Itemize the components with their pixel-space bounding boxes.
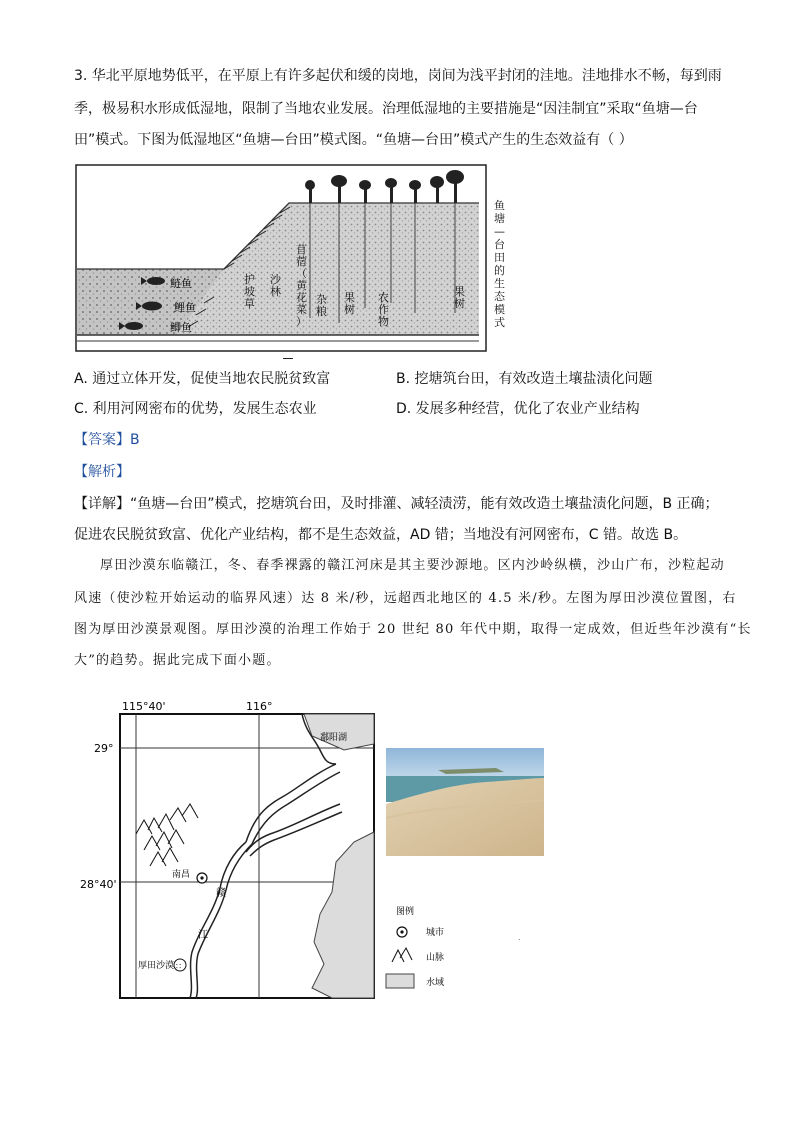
bank-label-sand-forest: 沙林 [270, 273, 281, 298]
lat-label-2: 28°40' [80, 878, 117, 891]
lake-label: 鄱阳湖 [320, 733, 348, 743]
city-label: 南昌 [172, 870, 191, 880]
bank-label-grass: 护坡草 [244, 273, 255, 310]
plant-label-alfalfa: 苜蓿（黄花菜） [296, 243, 307, 328]
option-c: C. 利用河网密布的优势，发展生态农业 [74, 401, 317, 417]
legend-water-label: 水域 [426, 978, 445, 988]
analysis-title: 【解析】 [74, 464, 130, 480]
legend-city-label: 城市 [426, 928, 445, 938]
lon-label-1: 115°40' [122, 700, 166, 713]
svg-text:∷: ∷ [176, 962, 182, 971]
passage-line-4: 大”的趋势。据此完成下面小题。 [74, 653, 281, 668]
river-label-2: 江 [198, 930, 208, 941]
detail-line-2: 促进农民脱贫致富、优化产业结构，都不是生态效益，AD 错；当地没有河网密布，C 错。故选 B。 [74, 527, 688, 543]
q3-stem-line-3: 田”模式。下图为低湿地区“鱼塘—台田”模式图。“鱼塘—台田”模式产生的生态效益有（ ） [74, 132, 633, 148]
detail-line-1: 【详解】“鱼塘—台田”模式，挖塘筑台田，及时排灌、减轻渍涝，能有效改造土壤盐渍化问题，B 正确； [74, 496, 719, 512]
option-b: B. 挖塘筑台田，有效改造土壤盐渍化问题 [396, 371, 653, 387]
fish-label-3: 鲫鱼 [170, 321, 192, 334]
passage-line-2: 风速（使沙粒开始运动的临界风速）达 8 米/秒，远超西北地区的 4.5 米/秒。左图为厚田沙漠位置图，右 [74, 591, 737, 606]
q3-stem-line-2: 季，极易积水形成低湿地，限制了当地农业发展。治理低湿地的主要措施是“因洼制宜”采取“鱼塘—台 [74, 101, 698, 117]
legend-mountain-label: 山脉 [426, 953, 445, 963]
plant-label-fruit-2: 果树 [454, 285, 465, 310]
fishpond-diagram [74, 163, 506, 358]
fish-label-1: 鲢鱼 [170, 277, 192, 290]
desert-landscape-photo [386, 748, 544, 856]
plant-label-crops: 农作物 [378, 291, 389, 328]
passage-line-3: 图为厚田沙漠景观图。厚田沙漠的治理工作始于 20 世纪 80 年代中期，取得一定成效，但近些年沙漠有“长 [74, 622, 752, 637]
legend-title: 图例 [396, 907, 415, 917]
plant-label-grains: 杂粮 [316, 293, 327, 318]
option-a: A. 通过立体开发，促使当地农民脱贫致富 [74, 371, 331, 387]
desert-label: 厚田沙漠 [138, 961, 175, 971]
river-label-1: 赣 [216, 888, 226, 899]
option-d: D. 发展多种经营，优化了农业产业结构 [396, 401, 640, 417]
passage-line-1: 厚田沙漠东临赣江，冬、春季裸露的赣江河床是其主要沙源地。区内沙岭纵横，沙山广布，沙粒起动 [100, 558, 725, 573]
plant-label-fruit-1: 果树 [344, 291, 355, 316]
svg-text:.: . [518, 933, 521, 942]
answer-line: 【答案】B [74, 432, 140, 448]
diagram-side-title [494, 199, 506, 329]
legend-water-icon [386, 974, 414, 988]
fish-label-2: 鲤鱼 [174, 301, 196, 314]
diagram-side-title-text: 鱼塘—台田的生态模式 [494, 199, 505, 329]
lat-label-1: 29° [94, 742, 114, 755]
q3-stem-line-1: 3. 华北平原地势低平，在平原上有许多起伏和缓的岗地，岗间为浅平封闭的洼地。洼地排水不畅，每到雨 [74, 68, 722, 84]
legend-mountain-icon [392, 948, 412, 962]
lon-label-2: 116° [246, 700, 273, 713]
